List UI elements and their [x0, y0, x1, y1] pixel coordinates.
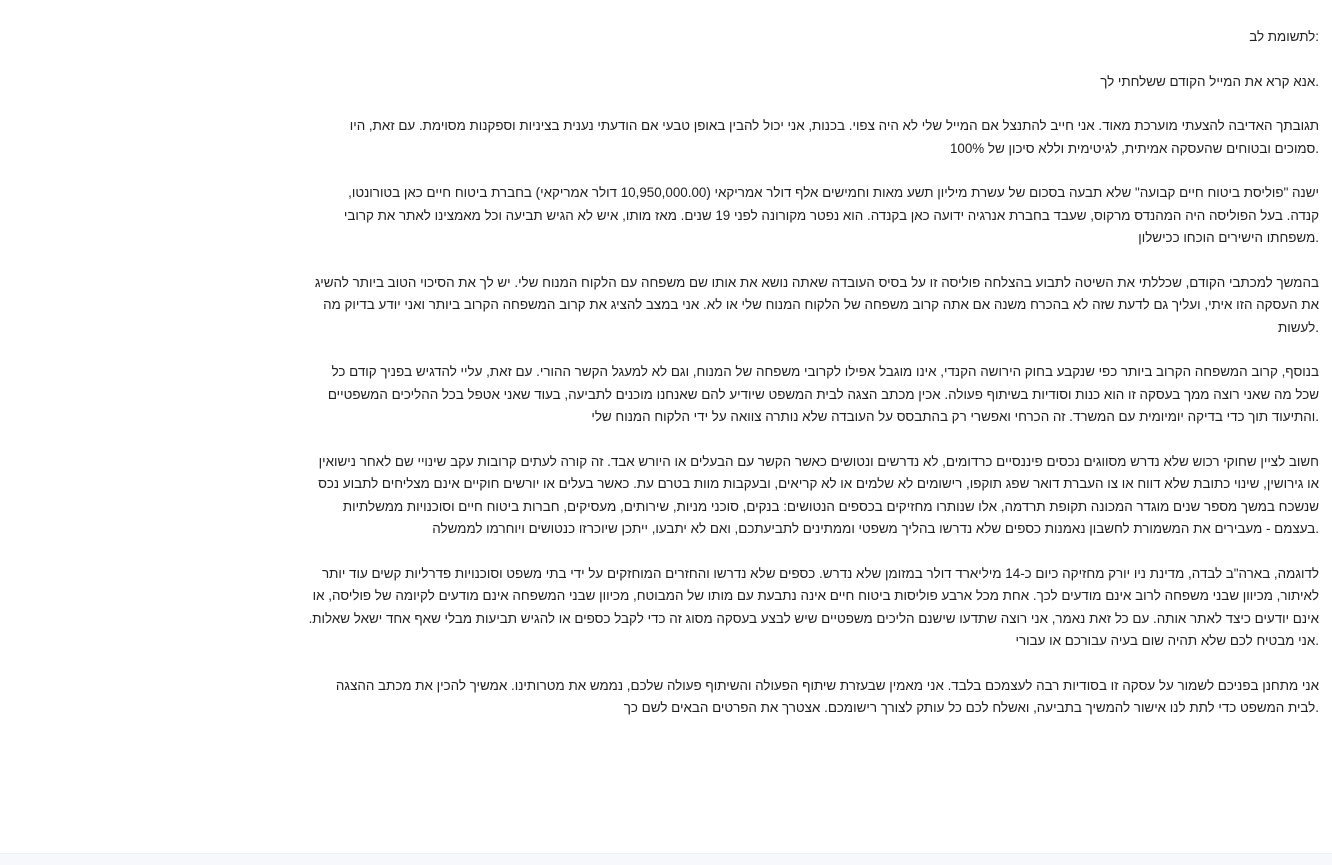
- email-paragraph-5: [13, 361, 1319, 429]
- text-line: .סמוכים ובטוחים שהעסקה אמיתית, לגיטימית וללא סיכון של 100%: [949, 140, 1319, 156]
- email-paragraph-6: [13, 451, 1319, 541]
- text-line: או גירושין, שינוי כתובת שלא דווח או צו העברת דואר שפג תוקפו, רישומים לא שלמים או לא קריאים, ובעקבות מוות בטרם עת. כאשר בעלים או יורשים חוקיים אינם מצליחים לתבוע נכס: [318, 476, 1319, 491]
- text-line: .והתיעוד תוך כדי בדיקה יומיומית עם המשרד. זה הכרחי ואפשרי רק בהתבסס על העובדה שלא נותרה צוואה על ידי הלקוח המנוח שלי: [591, 409, 1319, 424]
- text-line: שנשכח במשך מספר שנים מוגדר המכונה תקופת תרדמה, אלו שנותרו מחזיקים בכספים הנטושים: בנקים, סוכני מניות, שירותים, מעסיקים, חברות ביטוח חיים וסוכנויות ממשלתיות: [342, 498, 1319, 514]
- text-line: לאיתור, מכיוון שבני משפחה לרוב אינם מודעים לכך. אחת מכל ארבע פוליסות ביטוח חיים אינה נתבעת עם מותו של המבוטח, מכיוון שבני המשפחה אינם מודעים לקיומה של פוליסה, או: [312, 588, 1319, 603]
- viewer-bottom-edge: [0, 853, 1332, 865]
- text-line: .לעשות: [1278, 319, 1319, 335]
- text-line: .אנא קרא את המייל הקודם ששלחתי לך: [1100, 73, 1319, 89]
- text-line: .משפחתו הישירים הוכחו ככישלון: [1138, 230, 1319, 245]
- text-line: אני מתחנן בפניכם לשמור על עסקה זו בסודיות רבה לעצמכם בלבד. אני מאמין שבעזרת שיתוף הפעולה והשיתוף פעולה שלכם, נממש את מטרותינו. אמשיך להכין את מכתב ההצגה: [335, 677, 1319, 693]
- text-line: קנדה. בעל הפוליסה היה המהנדס מרקוס, שעבד בחברת אנרגיה ידועה כאן בקנדה. הוא נפטר מקורונה לפני 19 שנים. מאז מותו, איש לא הגיש תביעה וכל מאמצינו לאתר את קרובי: [343, 207, 1319, 223]
- email-paragraph-3: [13, 182, 1319, 250]
- text-line: ישנה "פוליסת ביטוח חיים קבועה" שלא תבעה בסכום של עשרת מיליון תשע מאות וחמישים אלף דולר אמריקאי (10,950,000.00 דולר אמריקאי) בחברת ביטוח חיים כאן בטורונטו,: [348, 185, 1319, 200]
- email-paragraph-4: [13, 272, 1319, 340]
- email-paragraph-8: [13, 675, 1319, 720]
- text-line: .בעצמם - מעבירים את המשמורת לחשבון נאמנות כספים שלא נדרשו בהליך משפטי וממתינים לתביעתכם, ואם לא יתבעו, ייתכן שיוכרזו כנטושים ויוחרמו לממשלה: [432, 521, 1319, 536]
- text-line: לדוגמה, בארה"ב לבדה, מדינת ניו יורק מחזיקה כיום כ-14 מיליארד דולר במזומן שלא נדרש. כספים שלא נדרשו והחזרים המוחזקים על ידי בתי משפט וסוכנויות פדרליות קשים עוד יותר: [321, 565, 1319, 581]
- email-greeting: [13, 26, 1319, 49]
- text-line: בהמשך למכתבי הקודם, שכללתי את השיטה לתבוע בהצלחה פוליסה זו על בסיס העובדה שאתה נושא את אותו שם משפחה עם הלקוח המנוח שלי. יש לך את הסיכוי הטוב ביותר להשיג: [314, 274, 1319, 290]
- text-line: תגובתך האדיבה להצעתי מוערכת מאוד. אני חייב להתנצל אם המייל שלי לא היה צפוי. בכנות, אני יכול להבין באופן טבעי אם הודעתי נענית בציניות וספקנות מסוימת. עם זאת, היו: [349, 118, 1319, 133]
- text-line: .לבית המשפט כדי לתת לנו אישור להמשיך בתביעה, ואשלח לכם כל עותק לצורך רישומכם. אצטרך את הפרטים הבאים לשם כך: [623, 700, 1319, 715]
- text-line: :לתשומת לב: [1249, 29, 1319, 44]
- text-line: חשוב לציין שחוקי רכוש שלא נדרש מסווגים נכסים פיננסיים כרדומים, לא נדרשים ונטושים כאשר הקשר עם הבעלים או היורש אבד. זה קורה לעתים קרובות עקב שינויי שם לאחר נישואין: [318, 453, 1319, 469]
- text-line: בנוסף, קרוב המשפחה הקרוב ביותר כפי שנקבע בחוק הירושה הקנדי, אינו מוגבל אפילו לקרובי משפחה של המנוח, וגם לא למעגל הקשר ההורי. עם זאת, עליי להדגיש בפניך קודם כל: [331, 364, 1319, 379]
- email-paragraph-1: [13, 71, 1319, 94]
- email-paragraph-2: [13, 115, 1319, 160]
- email-paragraph-7: [13, 563, 1319, 653]
- text-line: אינם יודעים כיצד לאתר אותה. עם כל זאת נאמר, אני רוצה שתדעו שישנם הליכים משפטיים שיש לבצע בעסקה מסוג זה כדי לקבל כספים או להגיש תביעות מבלי שאף אחד ישאל שאלות.: [308, 610, 1319, 626]
- text-line: .אני מבטיח לכם שלא תהיה שום בעיה עבורכם או עבורי: [1015, 633, 1319, 648]
- email-message-text: [13, 26, 1319, 742]
- text-line: שכל מה שאני רוצה ממך בעסקה זו הוא כנות וסודיות בשיתוף פעולה. אכין מכתב הצגה לבית המשפט שיודיע להם שאנחנו מוכנים לתביעה, בעוד שאני אטפל בכל ההליכים המשפטיים: [327, 386, 1319, 402]
- text-line: את העסקה הזו איתי, ועליך גם לדעת שזה לא בהכרח משנה אם אתה קרוב משפחה של הלקוח המנוח שלי או לא. אני במצב להציג את קרוב המשפחה הקרוב ביותר ואני יודע בדיוק מה: [323, 297, 1319, 312]
